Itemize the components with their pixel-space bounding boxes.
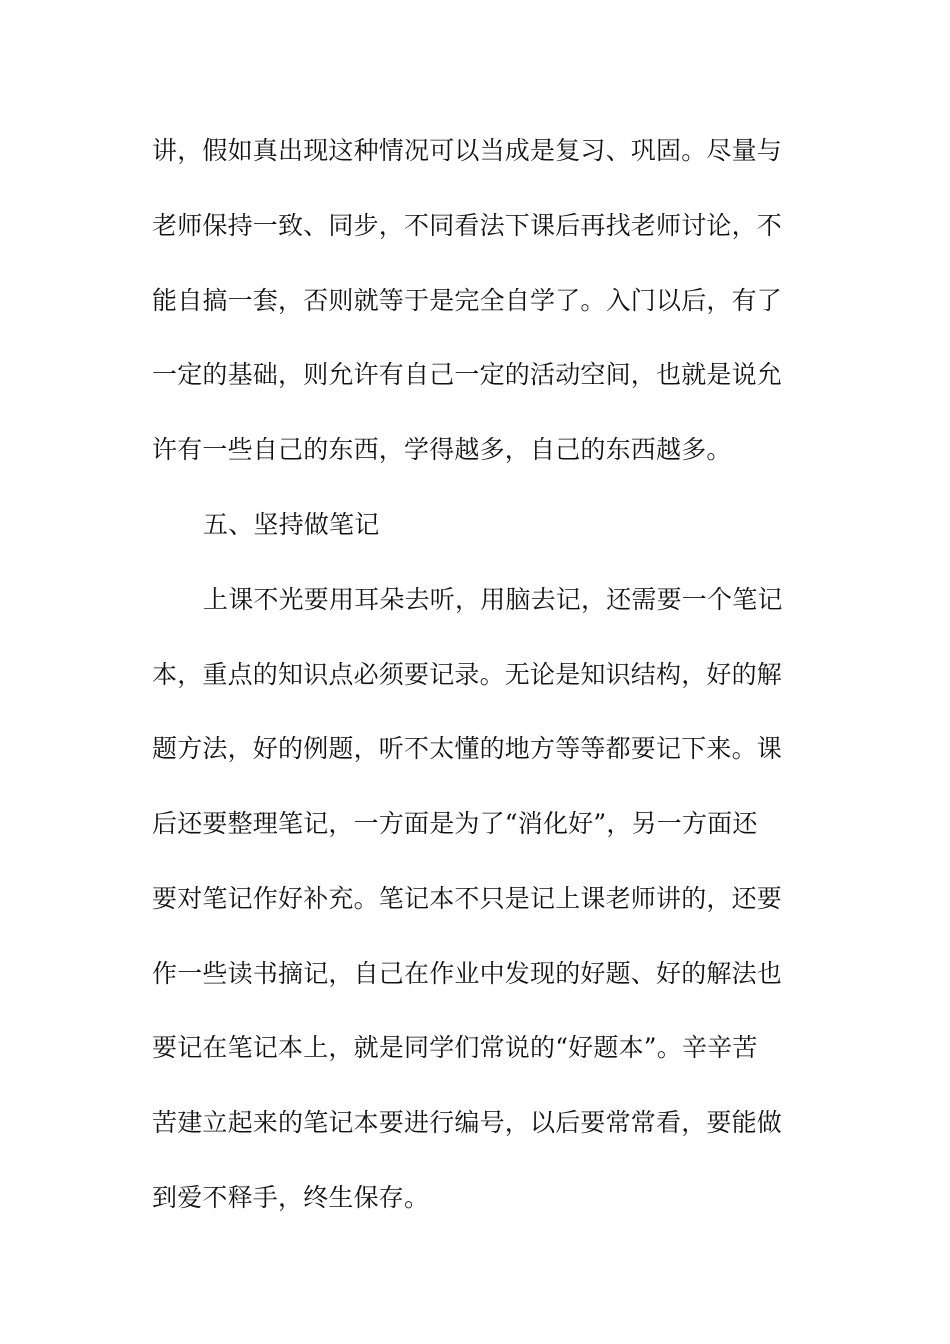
paragraph-line: 要对笔记作好补充。笔记本不只是记上课老师讲的，还要	[152, 884, 783, 913]
paragraph-line: 讲，假如真出现这种情况可以当成是复习、巩固。尽量与	[152, 136, 783, 165]
paragraph-line: 本，重点的知识点必须要记录。无论是知识结构，好的解	[152, 660, 783, 689]
paragraph-line: 老师保持一致、同步，不同看法下课后再找老师讨论，不	[152, 211, 783, 240]
paragraph-line: 能自搞一套，否则就等于是完全自学了。入门以后，有了	[152, 286, 783, 315]
paragraph-line: 后还要整理笔记，一方面是为了“消化好”，另一方面还	[152, 809, 758, 838]
paragraph-line: 作一些读书摘记，自己在作业中发现的好题、好的解法也	[152, 959, 783, 988]
paragraph-line: 许有一些自己的东西，学得越多，自己的东西越多。	[152, 435, 732, 464]
paragraph-line: 苦建立起来的笔记本要进行编号，以后要常常看，要能做	[152, 1108, 783, 1137]
section-heading: 五、坚持做笔记	[203, 510, 380, 539]
paragraph-line: 题方法，好的例题，听不太懂的地方等等都要记下来。课	[152, 734, 783, 763]
paragraph-line: 到爱不释手，终生保存。	[152, 1183, 430, 1212]
paragraph-line: 要记在笔记本上，就是同学们常说的“好题本”。辛辛苦	[152, 1033, 758, 1062]
paragraph-line: 一定的基础，则允许有自己一定的活动空间，也就是说允	[152, 360, 783, 389]
paragraph-line: 上课不光要用耳朵去听，用脑去记，还需要一个笔记	[203, 585, 783, 614]
